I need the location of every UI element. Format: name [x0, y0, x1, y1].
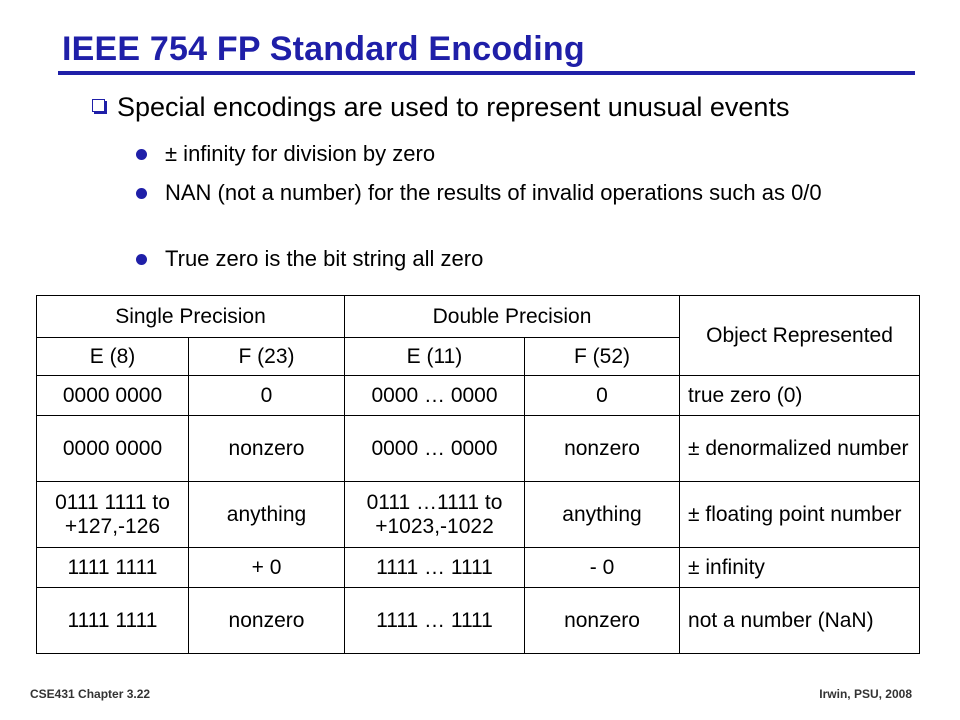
title-underline	[58, 71, 915, 75]
table-cell: ± infinity	[680, 548, 920, 588]
table-row	[37, 376, 920, 416]
encoding-table	[36, 295, 920, 654]
table-cell: 0111 1111 to +127,-126	[37, 482, 189, 548]
table-cell: 0000 … 0000	[345, 416, 525, 482]
sub-bullet-text: ± infinity for division by zero	[165, 141, 436, 166]
table-cell: 1111 1111	[37, 548, 189, 588]
table-cell: 0000 0000	[37, 376, 189, 416]
table-row	[37, 482, 920, 548]
table-cell: ± denormalized number	[680, 416, 920, 482]
round-bullet-icon	[136, 149, 147, 160]
table-cell: anything	[525, 482, 680, 548]
table-row	[37, 548, 920, 588]
table-cell: true zero (0)	[680, 376, 920, 416]
round-bullet-icon	[136, 188, 147, 199]
table-cell: + 0	[189, 548, 345, 588]
table-cell: nonzero	[189, 416, 345, 482]
square-bullet-icon	[92, 99, 105, 112]
table-header-row	[37, 296, 920, 338]
header-single-precision: Single Precision	[37, 296, 345, 338]
table-cell: 1111 … 1111	[345, 548, 525, 588]
header-dp-exponent: E (11)	[345, 338, 525, 376]
header-dp-fraction: F (52)	[525, 338, 680, 376]
header-object-represented: Object Represented	[680, 296, 920, 376]
table-cell: 1111 … 1111	[345, 588, 525, 654]
table-cell: nonzero	[189, 588, 345, 654]
table-row	[37, 416, 920, 482]
header-sp-exponent: E (8)	[37, 338, 189, 376]
footer-author: Irwin, PSU, 2008	[819, 687, 912, 701]
header-double-precision: Double Precision	[345, 296, 680, 338]
round-bullet-icon	[136, 254, 147, 265]
table-cell: anything	[189, 482, 345, 548]
sub-bullet-text: NAN (not a number) for the results of invalid operations such as 0/0	[165, 180, 822, 205]
main-bullet-text: Special encodings are used to represent unusual events	[117, 92, 790, 122]
header-sp-fraction: F (23)	[189, 338, 345, 376]
table-cell: nonzero	[525, 588, 680, 654]
table-cell: nonzero	[525, 416, 680, 482]
table-cell: not a number (NaN)	[680, 588, 920, 654]
table-cell: 0	[189, 376, 345, 416]
table-cell: 0000 … 0000	[345, 376, 525, 416]
table-cell: 0000 0000	[37, 416, 189, 482]
table-cell: 0111 …1111 to +1023,-1022	[345, 482, 525, 548]
slide-title: IEEE 754 FP Standard Encoding	[62, 30, 585, 68]
table-row	[37, 588, 920, 654]
table-cell: 0	[525, 376, 680, 416]
sub-bullet-text: True zero is the bit string all zero	[165, 246, 484, 271]
table-cell: 1111 1111	[37, 588, 189, 654]
table-cell: - 0	[525, 548, 680, 588]
footer-chapter: CSE431 Chapter 3.22	[30, 687, 151, 701]
table-cell: ± floating point number	[680, 482, 920, 548]
main-bullet	[92, 92, 789, 123]
